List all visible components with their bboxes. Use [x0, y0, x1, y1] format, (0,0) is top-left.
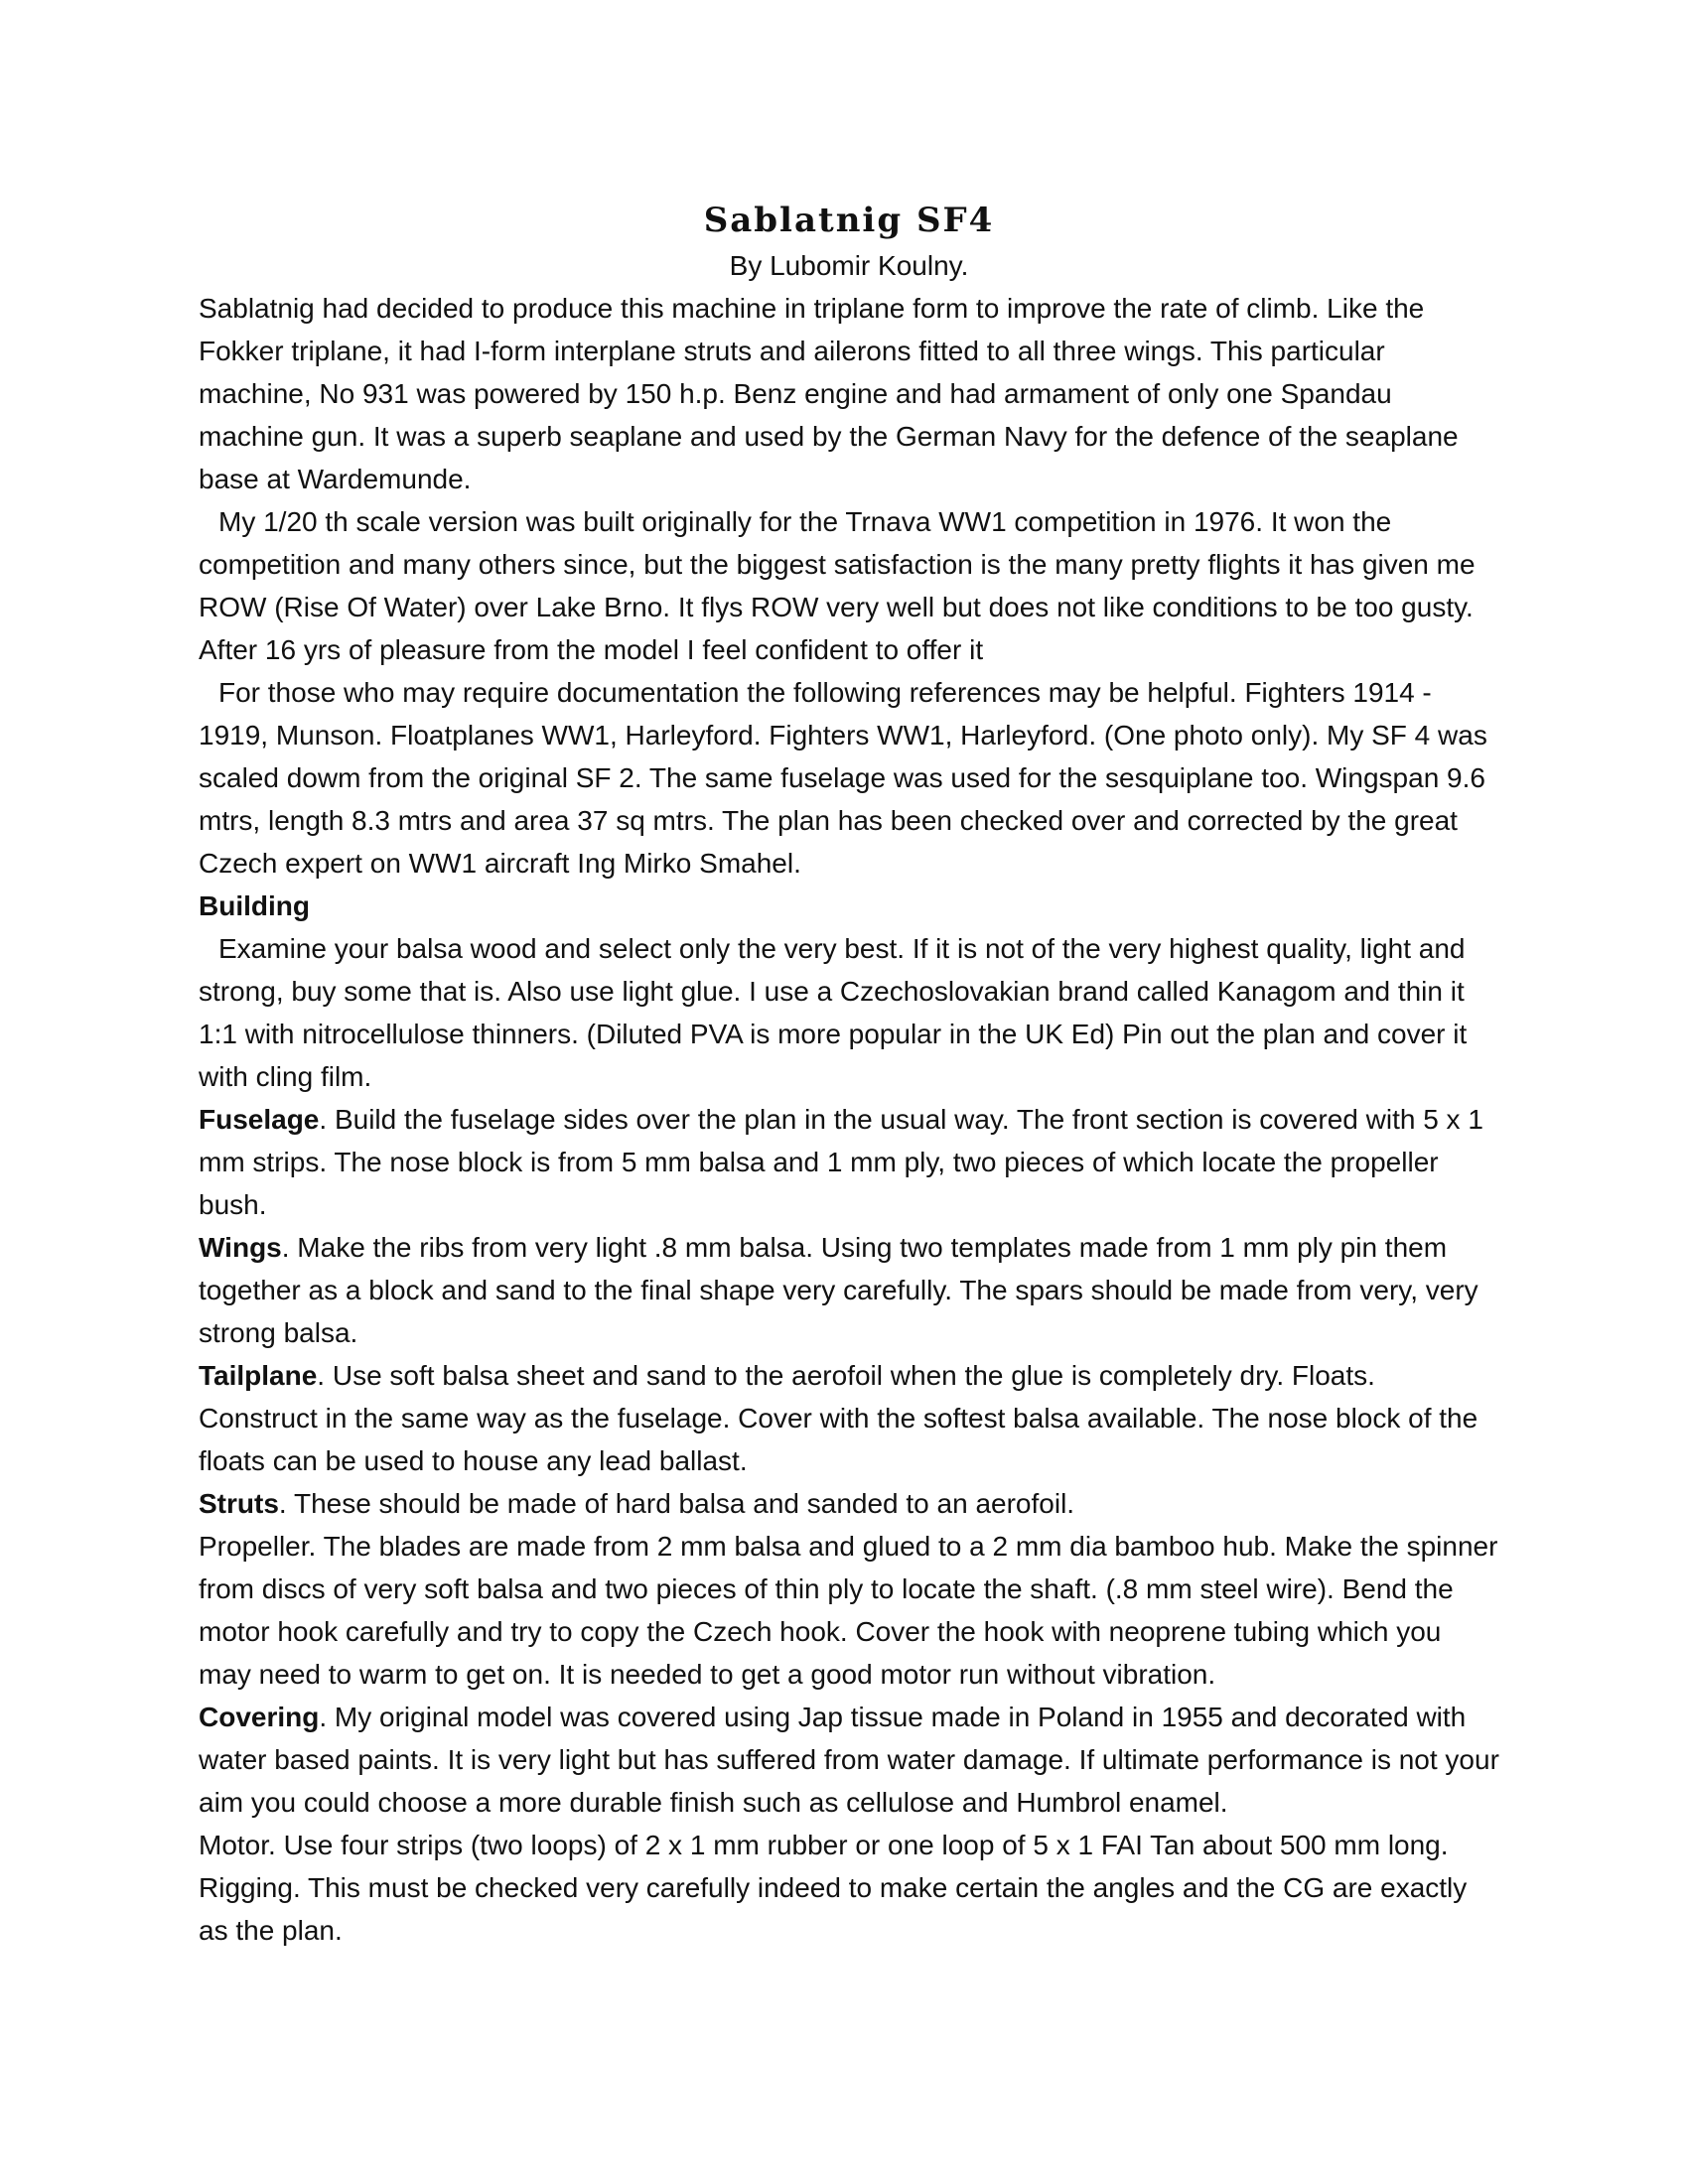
section-lead: Covering	[199, 1702, 320, 1732]
section-lead: Fuselage	[199, 1104, 320, 1135]
intro-paragraph: For those who may require documentation the following references may be helpful. Fighters 1914 - 1919, Munson. Floatplanes WW1, Harleyford. Fighters WW1, Harleyford. (One photo only). My SF 4 was scaled dowm from the original SF 2. The same fuselage was used for the sesquiplane too. Wingspan 9.6 mtrs, length 8.3 mtrs and area 37 sq mtrs. The plan has been checked over and corrected by the great Czech expert on WW1 aircraft Ing Mirko Smahel.	[199, 677, 1487, 879]
section-paragraph-covering	[199, 1696, 1499, 1824]
section-paragraph-motor	[199, 1824, 1499, 1866]
section-text: . These should be made of hard balsa and sanded to an aerofoil.	[278, 1488, 1075, 1519]
section-lead: Wings	[199, 1232, 282, 1263]
section-paragraph-rigging	[199, 1866, 1499, 1952]
section-text: Rigging. This must be checked very carefully indeed to make certain the angles and the CG are exactly as the plan.	[199, 1872, 1468, 1946]
section-paragraph-fuselage	[199, 1098, 1499, 1226]
section-heading-building: Building	[199, 890, 310, 921]
building-paragraph: Examine your balsa wood and select only the very best. If it is not of the very highest quality, light and strong, buy some that is. Also use light glue. I use a Czechoslovakian brand called Kanagom and thin it 1:1 with nitrocellulose thinners. (Diluted PVA is more popular in the UK Ed) Pin out the plan and cover it with cling film.	[199, 933, 1468, 1092]
intro-paragraph: Sablatnig had decided to produce this machine in triplane form to improve the rate of climb. Like the Fokker triplane, it had I-form interplane struts and ailerons fitted to all three wings. This particular machine, No 931 was powered by 150 h.p. Benz engine and had armament of only one Spandau machine gun. It was a superb seaplane and used by the German Navy for the defence of the seaplane base at Wardemunde.	[199, 293, 1459, 494]
section-paragraph-struts	[199, 1482, 1499, 1525]
section-lead: Struts	[199, 1488, 279, 1519]
section-paragraph-propeller	[199, 1525, 1499, 1696]
section-lead: Tailplane	[199, 1360, 318, 1391]
section-paragraph-tailplane	[199, 1354, 1499, 1482]
section-text: . Make the ribs from very light .8 mm balsa. Using two templates made from 1 mm ply pin them together as a block and sand to the final shape very carefully. The spars should be made from very, very strong balsa.	[199, 1232, 1478, 1348]
section-paragraph-wings	[199, 1226, 1499, 1354]
intro-paragraph: My 1/20 th scale version was built originally for the Trnava WW1 competition in 1976. It won the competition and many others since, but the biggest satisfaction is the many pretty flights it has given me ROW (Rise Of Water) over Lake Brno. It flys ROW very well but does not like conditions to be too gusty. After 16 yrs of pleasure from the model I feel confident to offer it	[199, 506, 1476, 665]
page-title: Sablatnig SF4	[703, 201, 995, 240]
section-text: . My original model was covered using Jap tissue made in Poland in 1955 and decorated with water based paints. It is very light but has suffered from water damage. If ultimate performance is not your aim you could choose a more durable finish such as cellulose and Humbrol enamel.	[199, 1702, 1499, 1818]
section-text: . Build the fuselage sides over the plan in the usual way. The front section is covered with 5 x 1 mm strips. The nose block is from 5 mm balsa and 1 mm ply, two pieces of which locate the propeller bush.	[199, 1104, 1483, 1220]
document-page	[199, 199, 1499, 1952]
section-text: Propeller. The blades are made from 2 mm balsa and glued to a 2 mm dia bamboo hub. Make the spinner from discs of very soft balsa and two pieces of thin ply to locate the shaft. (.8 mm steel wire). Bend the motor hook carefully and try to copy the Czech hook. Cover the hook with neoprene tubing which you may need to warm to get on. It is needed to get a good motor run without vibration.	[199, 1531, 1498, 1690]
byline: By Lubomir Koulny.	[729, 250, 969, 281]
section-text: . Use soft balsa sheet and sand to the aerofoil when the glue is completely dry. Floats. Construct in the same way as the fuselage. Cover with the softest balsa available. The nose block of the floats can be used to house any lead ballast.	[199, 1360, 1478, 1476]
section-text: Motor. Use four strips (two loops) of 2 x 1 mm rubber or one loop of 5 x 1 FAI Tan about 500 mm long.	[199, 1830, 1449, 1860]
